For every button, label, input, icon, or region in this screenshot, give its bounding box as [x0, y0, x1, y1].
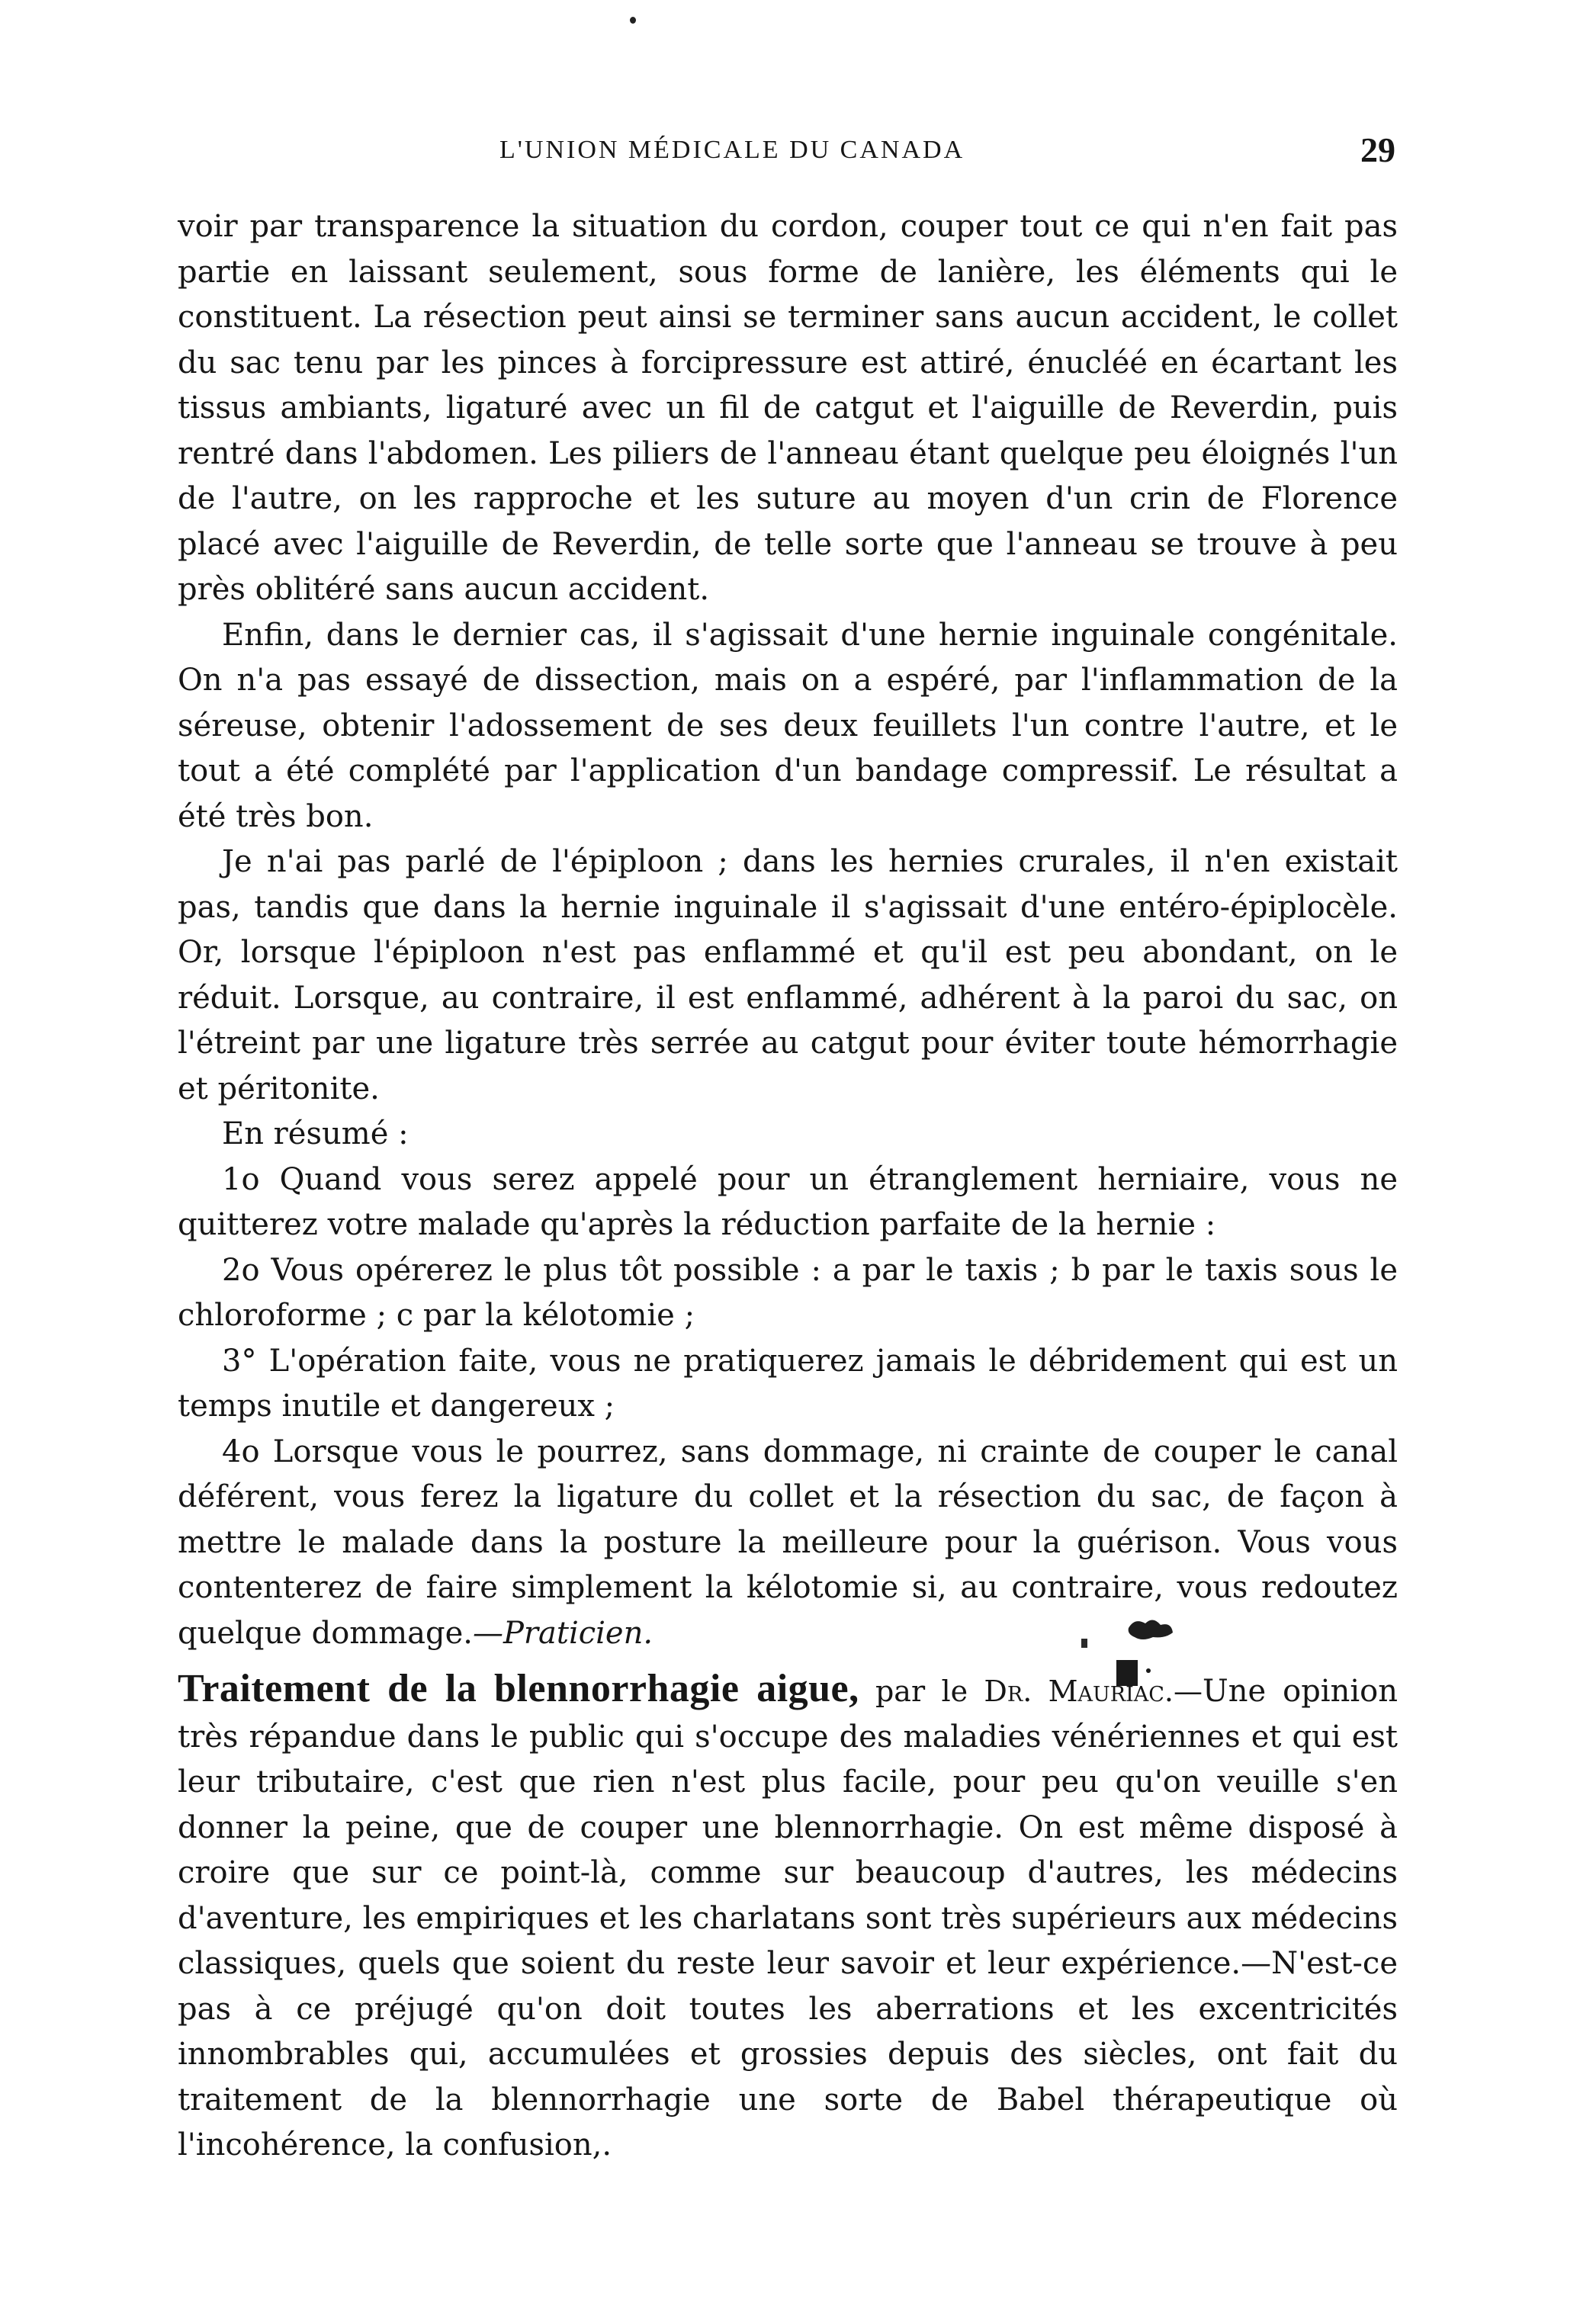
byline-prefix: par le: [859, 1674, 984, 1708]
paragraph-summary-heading: En résumé :: [222, 1116, 409, 1151]
ink-speck: [630, 17, 636, 24]
paragraph-continuation: voir par transparence la situation du cordon, couper tout ce qui n'en fait pas partie en laissant seulement, sous forme de lanière, les éléments qui le constituent. La résection peut ainsi se terminer sans aucun accident, le collet du sac tenu par les pinces à forcipressure est attiré, énucléé en écartant les tissus ambiants, ligaturé avec un fil de catgut et l'aiguille de Reverdin, puis rentré dans l'abdomen. Les piliers de l'anneau étant quelque peu éloignés l'un de l'autre, on les rapproche et les suture au moyen d'un crin de Florence placé avec l'aiguille de Reverdin, de telle sorte que l'anneau se trouve à peu près oblitéré sans aucun accident.: [178, 209, 1398, 607]
source-signature: —Praticien.: [472, 1615, 653, 1651]
body-text: [178, 204, 1398, 1656]
byline-dash: —: [1174, 1674, 1203, 1708]
paragraph-point-3: 3° L'opération faite, vous ne pratiquerez jamais le débridement qui est un temps inutile et dangereux ;: [178, 1343, 1398, 1424]
article-paragraph: [178, 1666, 1398, 2169]
page-number: 29: [1360, 130, 1395, 169]
paragraph-point-2: 2o Vous opérerez le plus tôt possible : a par le taxis ; b par le taxis sous le chloroforme ; c par la kélotomie ;: [178, 1252, 1398, 1333]
article-title: Traitement de la blennorrhagie aigue,: [178, 1667, 859, 1710]
article-blennorrhagie: [178, 1666, 1398, 2169]
page-header: [183, 130, 1395, 175]
point-4-text: 4o Lorsque vous le pourrez, sans dommage, ni crainte de couper le canal déférent, vous ferez la ligature du collet et la résection du sac, de façon à mettre le malade dans la posture la meilleure pour la guérison. Vous vous contenterez de faire simplement la kélotomie si, au contraire, vous redoutez quelque dommage.: [178, 1434, 1398, 1651]
paragraph-point-1: 1o Quand vous serez appelé pour un étranglement herniaire, vous ne quitterez votre malade qu'après la réduction parfaite de la hernie :: [178, 1161, 1398, 1242]
running-title: L'UNION MÉDICALE DU CANADA: [499, 136, 965, 164]
paragraph-congenital-hernia: Enfin, dans le dernier cas, il s'agissait d'une hernie inguinale congénitale. On n'a pas essayé de dissection, mais on a espéré, par l'inflammation de la séreuse, obtenir l'adossement de ses deux feuillets l'un contre l'autre, et le tout a été complété par l'application d'un bandage compressif. Le résultat a été très bon.: [178, 617, 1398, 834]
article-text: Une opinion très répandue dans le public qui s'occupe des maladies vénériennes et qui est leur tributaire, c'est que rien n'est plus facile, pour peu qu'on veuille s'en donner la peine, que de couper une blennorrhagie. On est même disposé à croire que sur ce point-là, comme sur beaucoup d'autres, les médecins d'aventure, les empiriques et les charlatans sont très supérieurs aux médecins classiques, quels que soient du reste leur savoir et leur expérience.—N'est-ce pas à ce préjugé qu'on doit toutes les aberrations et les excentricités innombrables qui, accumulées et grossies depuis des siècles, ont fait du traitement de la blennorrhagie une sorte de Babel thérapeutique où l'incohérence, la confusion,.: [178, 1674, 1398, 2163]
article-author: Dr. Mauriac.: [984, 1674, 1174, 1708]
paragraph-epiploon: Je n'ai pas parlé de l'épiploon ; dans les hernies crurales, il n'en existait pas, tandis que dans la hernie inguinale il s'agissait d'une entéro-épiplocèle. Or, lorsque l'épiploon n'est pas enflammé et qu'il est peu abondant, on le réduit. Lorsque, au contraire, il est enflammé, adhérent à la paroi du sac, on l'étreint par une ligature très serrée au catgut pour éviter toute hémorrhagie et péritonite.: [178, 844, 1398, 1106]
